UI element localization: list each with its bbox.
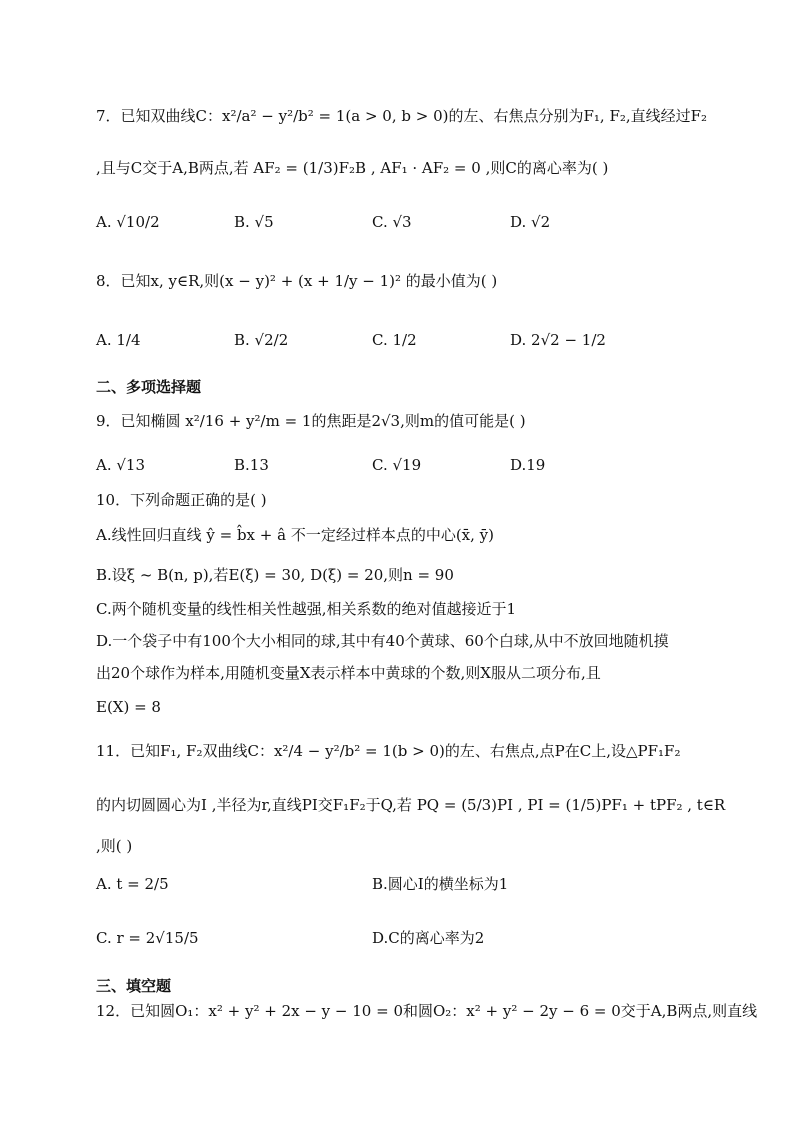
q11-line1: 11．已知F₁, F₂双曲线C：x²/4 − y²/b² = 1(b > 0)的左、右焦点,点P在C上,设△PF₁F₂ bbox=[96, 742, 681, 760]
q10-option-c: C.两个随机变量的线性相关性越强,相关系数的绝对值越接近于1 bbox=[96, 600, 517, 618]
q9-option-c: C. √19 bbox=[372, 456, 422, 474]
q8-option-a: A. 1/4 bbox=[96, 331, 141, 349]
q10-option-b: B.设ξ ~ B(n, p),若E(ξ) = 30, D(ξ) = 20,则n = 90 bbox=[96, 566, 454, 584]
q11-line3: ,则( ) bbox=[96, 837, 133, 855]
q11-option-b: B.圆心I的横坐标为1 bbox=[372, 875, 509, 893]
q10-option-d-line3: E(X) = 8 bbox=[96, 698, 161, 716]
q8-option-b: B. √2/2 bbox=[234, 331, 289, 349]
q8-stem: 8．已知x, y∈R,则(x − y)² + (x + 1/y − 1)² 的最小值为( ) bbox=[96, 272, 498, 290]
q9-option-a: A. √13 bbox=[96, 456, 146, 474]
q9-option-b: B.13 bbox=[234, 456, 269, 474]
q8-option-c: C. 1/2 bbox=[372, 331, 417, 349]
section-heading-multiple-choice: 二、多项选择题 bbox=[96, 378, 202, 396]
q7-line2: ,且与C交于A,B两点,若 AF₂ = (1/3)F₂B , AF₁ · AF₂ = 0 ,则C的离心率为( ) bbox=[96, 159, 609, 177]
q11-option-a: A. t = 2/5 bbox=[96, 875, 169, 893]
q9-option-d: D.19 bbox=[510, 456, 546, 474]
q10-option-d-line1: D.一个袋子中有100个大小相同的球,其中有40个黄球、60个白球,从中不放回地随机摸 bbox=[96, 632, 669, 650]
q11-option-d: D.C的离心率为2 bbox=[372, 929, 485, 947]
q9-stem: 9．已知椭圆 x²/16 + y²/m = 1的焦距是2√3,则m的值可能是( ) bbox=[96, 412, 526, 430]
q7-option-b: B. √5 bbox=[234, 213, 274, 231]
q11-option-c: C. r = 2√15/5 bbox=[96, 929, 199, 947]
q7-option-a: A. √10/2 bbox=[96, 213, 160, 231]
q7-option-c: C. √3 bbox=[372, 213, 412, 231]
section-heading-fill-in: 三、填空题 bbox=[96, 977, 172, 995]
q11-line2: 的内切圆圆心为I ,半径为r,直线PI交F₁F₂于Q,若 PQ = (5/3)PI , PI = (1/5)PF₁ + tPF₂ , t∈R bbox=[96, 796, 726, 814]
q12-stem: 12．已知圆O₁：x² + y² + 2x − y − 10 = 0和圆O₂：x² + y² − 2y − 6 = 0交于A,B两点,则直线 bbox=[96, 1002, 758, 1020]
q8-option-d: D. 2√2 − 1/2 bbox=[510, 331, 606, 349]
q10-stem: 10．下列命题正确的是( ) bbox=[96, 491, 267, 509]
q10-option-d-line2: 出20个球作为样本,用随机变量X表示样本中黄球的个数,则X服从二项分布,且 bbox=[96, 664, 601, 682]
q7-option-d: D. √2 bbox=[510, 213, 551, 231]
q7-line1: 7．已知双曲线C：x²/a² − y²/b² = 1(a > 0, b > 0)的左、右焦点分别为F₁, F₂,直线经过F₂ bbox=[96, 107, 708, 125]
q10-option-a: A.线性回归直线 ŷ = b̂x + â 不一定经过样本点的中心(x̄, ȳ) bbox=[96, 526, 494, 544]
